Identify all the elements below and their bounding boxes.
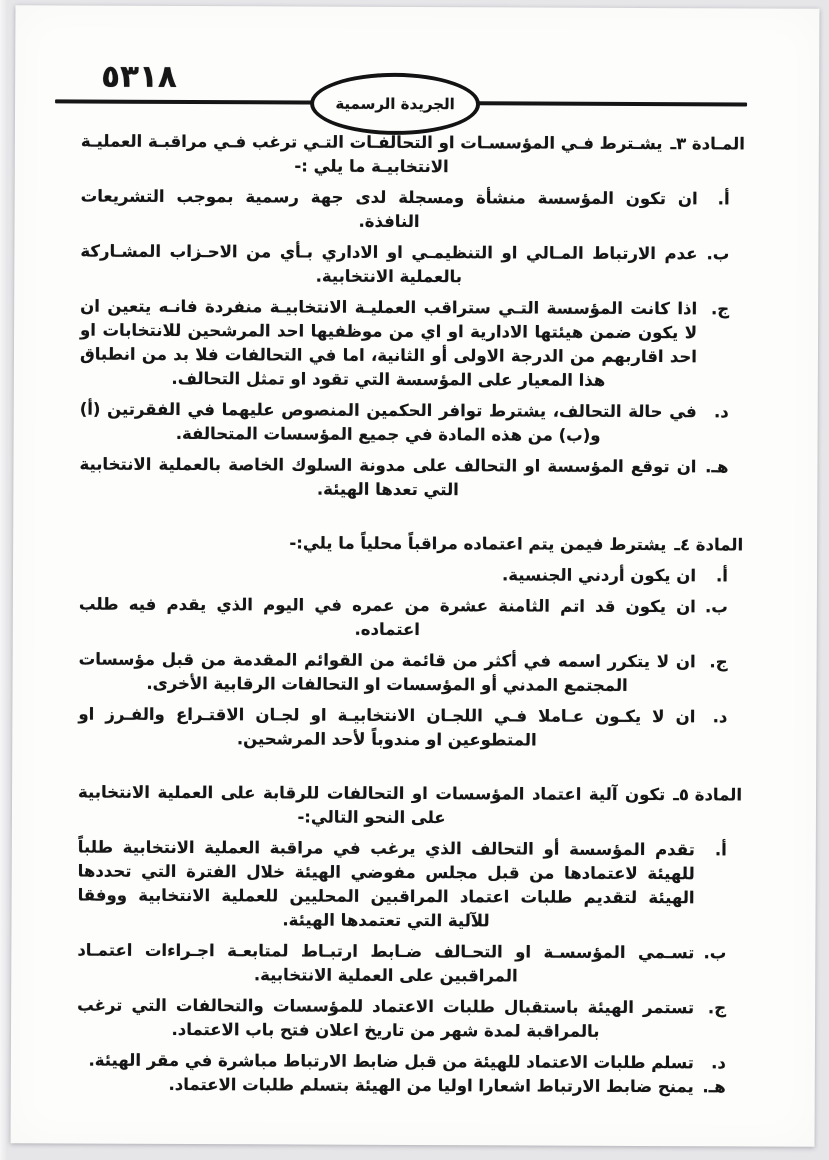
- article-5-heading: [78, 781, 742, 832]
- item-text: ان يكون قد اتم الثامنة عشرة من عمره في اليوم الذي يقدم فيه طلب اعتماده.: [78, 594, 696, 640]
- item-marker: أ.: [716, 566, 729, 586]
- item-marker: ج.: [707, 998, 727, 1018]
- article-5-items: [77, 836, 742, 1100]
- item-marker: ب.: [704, 597, 728, 617]
- item-marker: هـ.: [702, 1077, 726, 1097]
- list-item: [78, 703, 727, 754]
- list-item: [78, 648, 727, 699]
- gazette-badge-oval: [310, 73, 480, 136]
- item-marker: د.: [713, 402, 729, 422]
- item-text: ان لا يتكرر اسمه في أكثر من قائمة من القوائم المقدمة من قبل مؤسسات المجتمع المدني أو المؤسسات او التحالفات الرقابية الأخرى.: [78, 649, 696, 695]
- article-3: [79, 130, 745, 504]
- item-marker: د.: [712, 707, 728, 727]
- list-item: [77, 836, 726, 935]
- list-item: [80, 240, 729, 291]
- list-item: [80, 295, 729, 394]
- article-5-label: المادة ٥ـ: [673, 785, 743, 805]
- item-marker: ب.: [703, 943, 727, 963]
- article-5: [77, 781, 742, 1100]
- item-text: تستمر الهيئة باستقبال طلبات الاعتماد للمؤسسات والتحالفات التي ترغب بالمراقبة لمدة شهر من تاريخ اعلان فتح باب الاعتماد.: [77, 995, 695, 1041]
- item-marker: د.: [711, 1053, 726, 1073]
- article-3-label: المـادة ٣ـ: [670, 134, 745, 154]
- item-text: ان لا يكـون عـاملا فـي اللجـان الانتخابيـة او لجـان الاقتـراع والفـرز او المتطوعين او مندوباً لأحد المرشحين.: [78, 704, 696, 750]
- item-marker: ج.: [709, 652, 728, 672]
- item-marker: ب.: [706, 244, 730, 264]
- gazette-badge-label: الجريدة الرسمية: [335, 94, 455, 114]
- list-item: [80, 185, 729, 236]
- list-item: [77, 1073, 726, 1100]
- article-3-items: [79, 185, 744, 504]
- document-page: [11, 5, 820, 1146]
- list-item: [80, 398, 729, 449]
- article-4: [78, 531, 743, 754]
- article-3-intro: يشـترط فـي المؤسسـات او التحالفـات التـي ترغب فـي مراقبـة العمليـة الانتخابيـة ما يلي :-: [80, 131, 663, 177]
- list-item: [77, 1049, 726, 1076]
- article-4-heading: [79, 531, 743, 558]
- article-4-label: المادة ٤ـ: [674, 535, 744, 555]
- page-number: ٥٣١٨: [101, 58, 177, 95]
- list-item: [79, 453, 728, 504]
- item-text: عدم الارتباط المـالي او التنظيمـي او الاداري بـأي من الاحـزاب المشـاركة بالعملية الانتخابية.: [80, 241, 698, 287]
- item-text: تقدم المؤسسة أو التحالف الذي يرغب في مراقبة العملية الانتخابية طلباً للهيئة لاعتمادها من قبل مجلس مفوضي الهيئة خلال الفترة التي تحددها الهيئة لتقديم طلبات اعتماد المراقبين المحليين للعملية الانتخابية ووفقا للآلية التي تعتمدها الهيئة.: [77, 837, 695, 931]
- article-4-items: [78, 562, 743, 754]
- item-marker: أ.: [714, 840, 727, 860]
- article-4-intro: يشترط فيمن يتم اعتماده مراقباً محلياً ما يلي:-: [289, 533, 667, 555]
- item-marker: هـ.: [705, 457, 729, 477]
- list-item: [79, 593, 728, 644]
- list-item: [77, 939, 726, 990]
- list-item: [79, 562, 728, 589]
- item-marker: أ.: [717, 189, 730, 209]
- item-text: ان تكون المؤسسة منشأة ومسجلة لدى جهة رسمية بموجب التشريعات النافذة.: [80, 186, 698, 232]
- item-marker: ج.: [710, 299, 730, 319]
- article-5-intro: تكون آلية اعتماد المؤسسات او التحالفات للرقابة على العملية الانتخابية على النحو التالي:-: [78, 782, 666, 828]
- item-text: اذا كانت المؤسسة التـي ستراقب العمليـة الانتخابيـة منفردة فانـه يتعين ان لا يكون ضمن هيئتها الادارية او اي من موظفيها احد المرشحين للانتخابات او احد اقاربهم من الدرجة الاولى أو الثانية، اما في التحالفات فلا بد من انطباق هذا المعيار على المؤسسة التي تقود او تمثل التحالف.: [79, 296, 698, 390]
- item-text: تسلم طلبات الاعتماد للهيئة من قبل ضابط الارتباط مباشرة في مقر الهيئة.: [88, 1050, 694, 1073]
- list-item: [77, 994, 726, 1045]
- item-text: ان توقع المؤسسة او التحالف على مدونة السلوك الخاصة بالعملية الانتخابية التي تعدها الهيئة.: [79, 454, 697, 500]
- item-text: في حالة التحالف، يشترط توافر الحكمين المنصوص عليهما في الفقرتين (أ) و(ب) من هذه المادة في جميع المؤسسات المتحالفة.: [79, 399, 697, 445]
- item-text: تسـمي المؤسسـة او التحـالف ضـابط ارتبـاط لمتابعـة اجـراءات اعتمـاد المراقبين على العملية الانتخابية.: [77, 940, 695, 986]
- page-header: [15, 5, 819, 114]
- document-body: [77, 130, 745, 1100]
- article-3-heading: [81, 130, 745, 181]
- item-text: يمنح ضابط الارتباط اشعارا اوليا من الهيئة بتسلم طلبات الاعتماد.: [168, 1074, 694, 1097]
- item-text: ان يكون أردني الجنسية.: [501, 565, 697, 586]
